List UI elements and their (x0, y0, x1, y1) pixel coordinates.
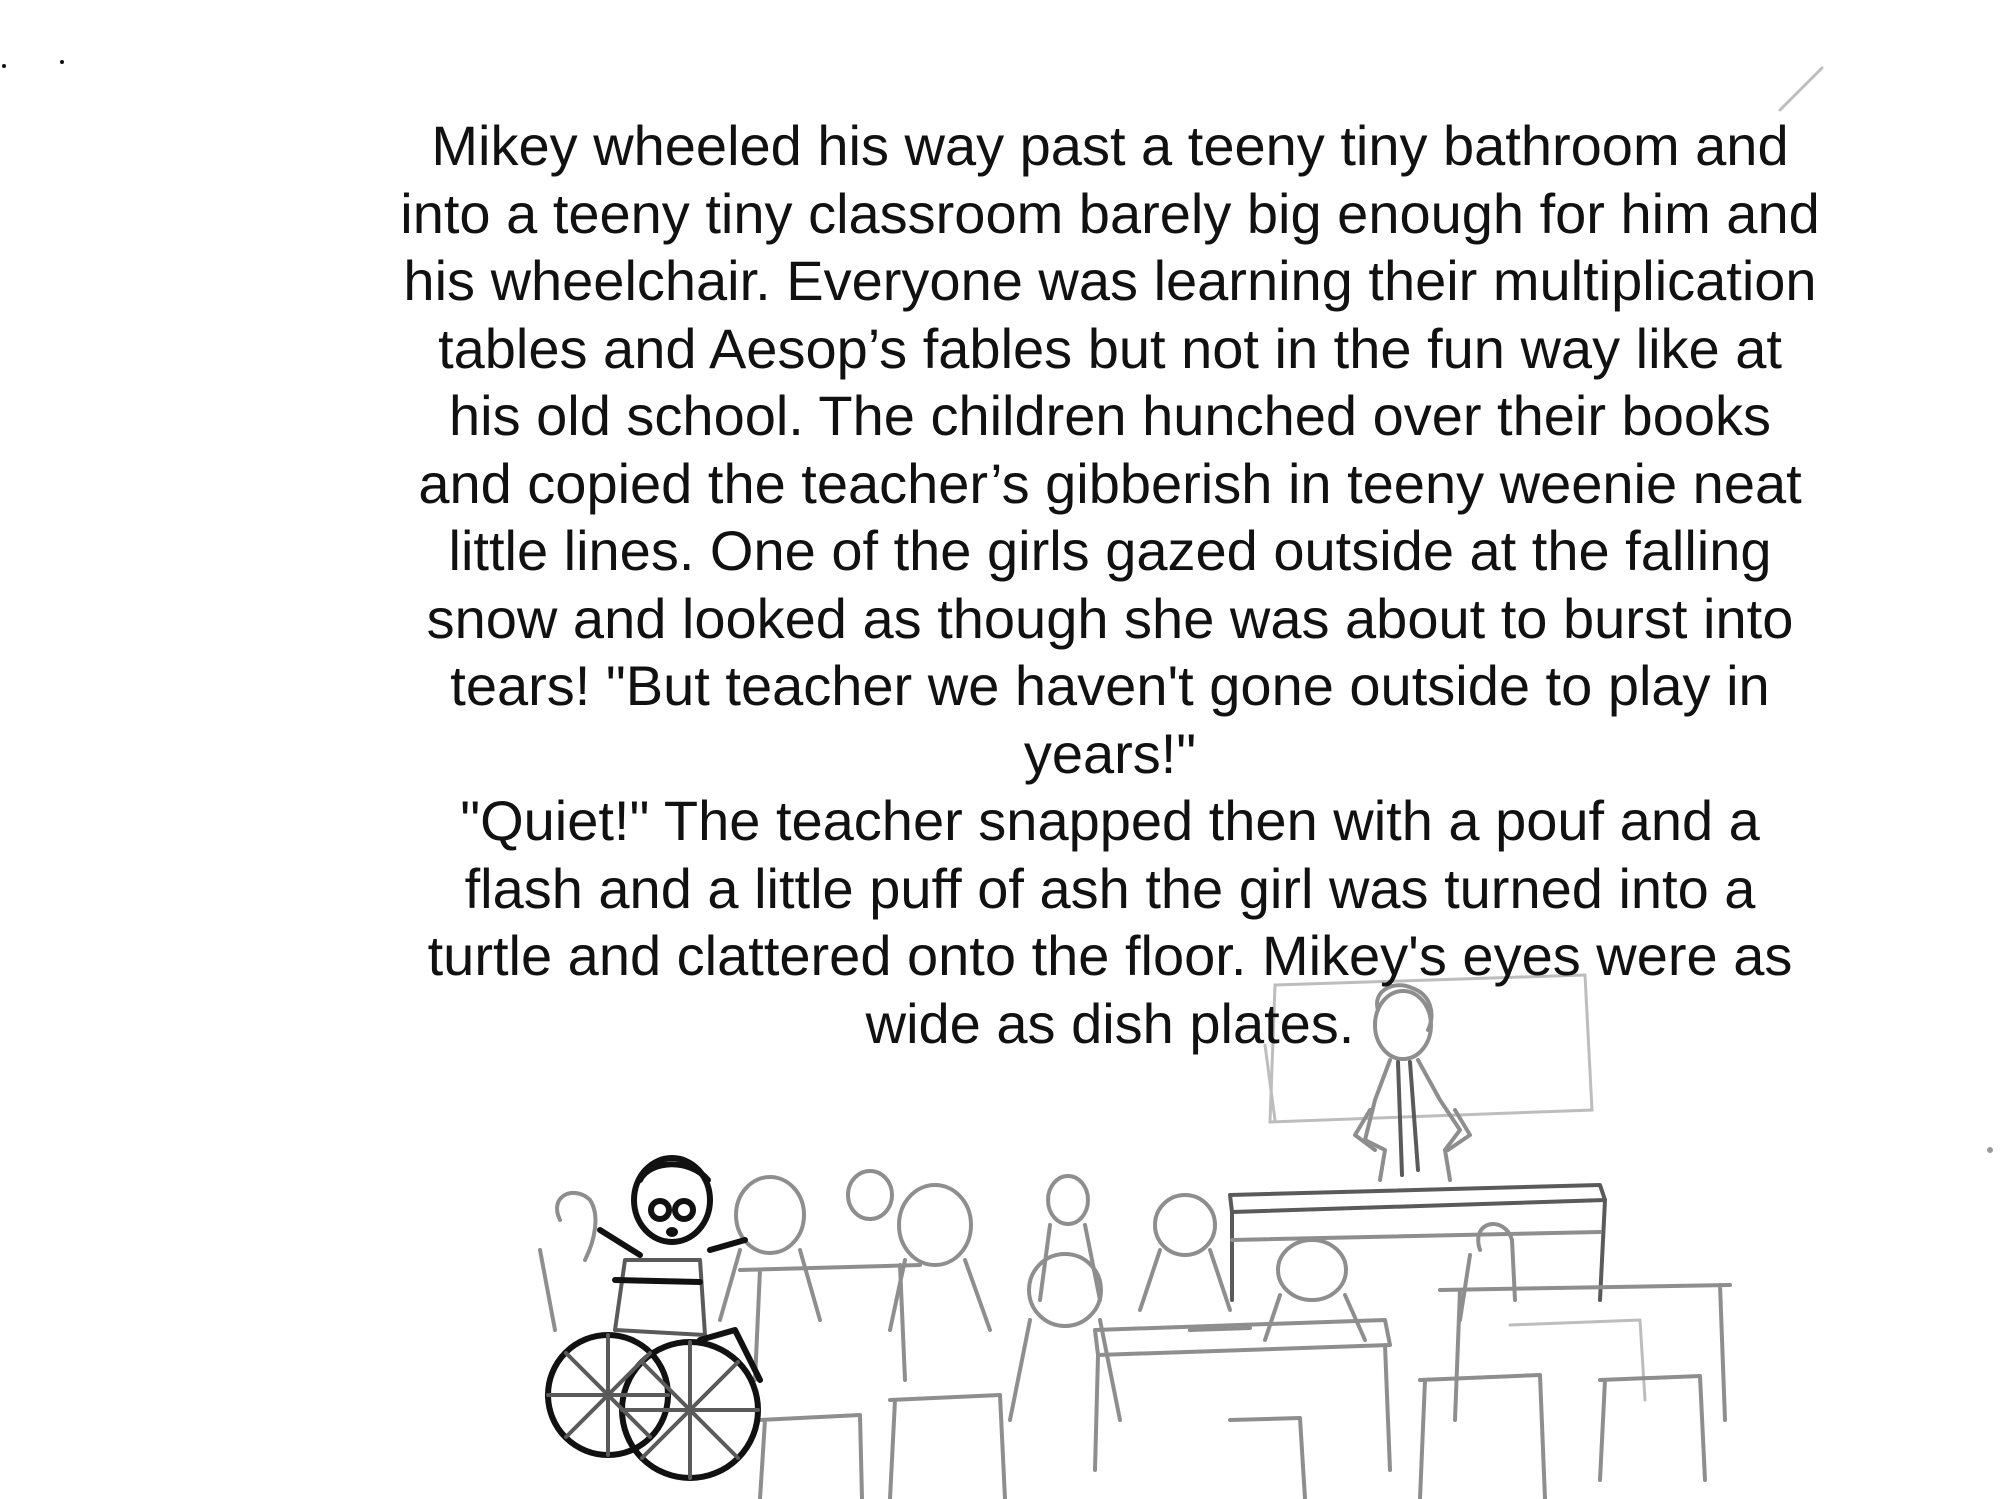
story-line: tears! "But teacher we haven't gone outside to play in (450, 654, 1770, 717)
student-desks (740, 1265, 1730, 1499)
story-paragraph-1 (340, 112, 1880, 787)
story-line: wide as dish plates. (865, 991, 1355, 1055)
mikey-in-wheelchair (548, 1158, 760, 1478)
stray-pen-mark (1780, 68, 1822, 110)
stray-dot (1987, 1147, 1993, 1153)
story-line: and copied the teacher’s gibberish in teeny weenie neat (418, 451, 1802, 515)
story-line: his wheelchair. Everyone was learning their multiplication (403, 249, 1817, 312)
stray-dot (60, 60, 64, 64)
story-line: little lines. One of the girls gazed outside at the falling (448, 519, 1772, 582)
story-line: his old school. The children hunched over their books (449, 384, 1771, 447)
story-line: Mikey wheeled his way past a teeny tiny bathroom and (431, 114, 1789, 177)
story-line: snow and looked as though she was about to burst into (426, 586, 1794, 650)
story-line: "Quiet!" The teacher snapped then with a pouf and a (460, 789, 1760, 852)
stray-dot (2, 64, 6, 68)
teacher-desk (1230, 1185, 1605, 1300)
story-line: years!" (1023, 721, 1197, 785)
story-line: turtle and clattered onto the floor. Mikey's eyes were as (427, 924, 1793, 987)
story-line: tables and Aesop’s fables but not in the fun way like at (438, 316, 1782, 380)
story-text (340, 112, 1880, 1057)
story-paragraph-2 (340, 787, 1880, 1057)
story-line: flash and a little puff of ash the girl was turned into a (464, 856, 1756, 920)
story-line: into a teeny tiny classroom barely big enough for him and (400, 181, 1820, 245)
